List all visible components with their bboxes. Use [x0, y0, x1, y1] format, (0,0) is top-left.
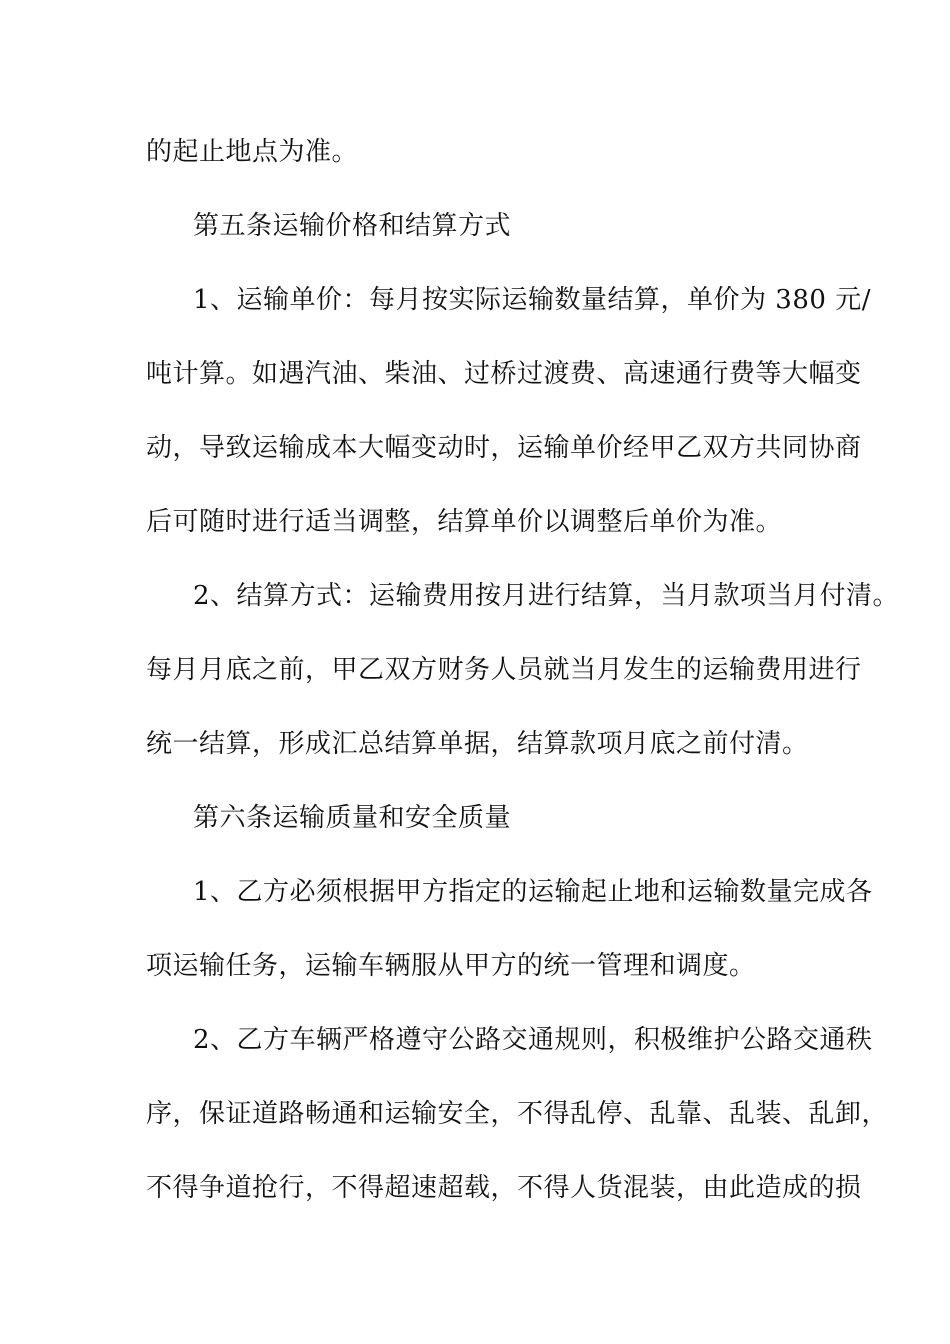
paragraph-line: 序，保证道路畅通和运输安全，不得乱停、乱靠、乱装、乱卸， — [146, 1099, 889, 1129]
paragraph-line: 统一结算，形成汇总结算单据，结算款项月底之前付清。 — [146, 729, 809, 759]
paragraph-line: 吨计算。如遇汽油、柴油、过桥过渡费、高速通行费等大幅变 — [146, 359, 862, 389]
text-line-continuation: 的起止地点为准。 — [146, 137, 359, 167]
paragraph-line: 后可随时进行适当调整，结算单价以调整后单价为准。 — [146, 507, 783, 537]
article-5-heading: 第五条运输价格和结算方式 — [193, 211, 512, 241]
paragraph-line: 2、乙方车辆严格遵守公路交通规则，积极维护公路交通秩 — [193, 1025, 873, 1055]
paragraph-line: 动，导致运输成本大幅变动时，运输单价经甲乙双方共同协商 — [146, 433, 862, 463]
paragraph-line: 1、运输单价：每月按实际运输数量结算，单价为 380 元/ — [193, 285, 871, 315]
article-6-heading: 第六条运输质量和安全质量 — [193, 803, 512, 833]
paragraph-line: 2、结算方式：运输费用按月进行结算，当月款项当月付清。 — [193, 581, 900, 611]
paragraph-line: 不得争道抢行，不得超速超载，不得人货混装，由此造成的损 — [146, 1173, 862, 1203]
paragraph-line: 项运输任务，运输车辆服从甲方的统一管理和调度。 — [146, 951, 756, 981]
paragraph-line: 1、乙方必须根据甲方指定的运输起止地和运输数量完成各 — [193, 877, 873, 907]
paragraph-line: 每月月底之前，甲乙双方财务人员就当月发生的运输费用进行 — [146, 655, 862, 685]
